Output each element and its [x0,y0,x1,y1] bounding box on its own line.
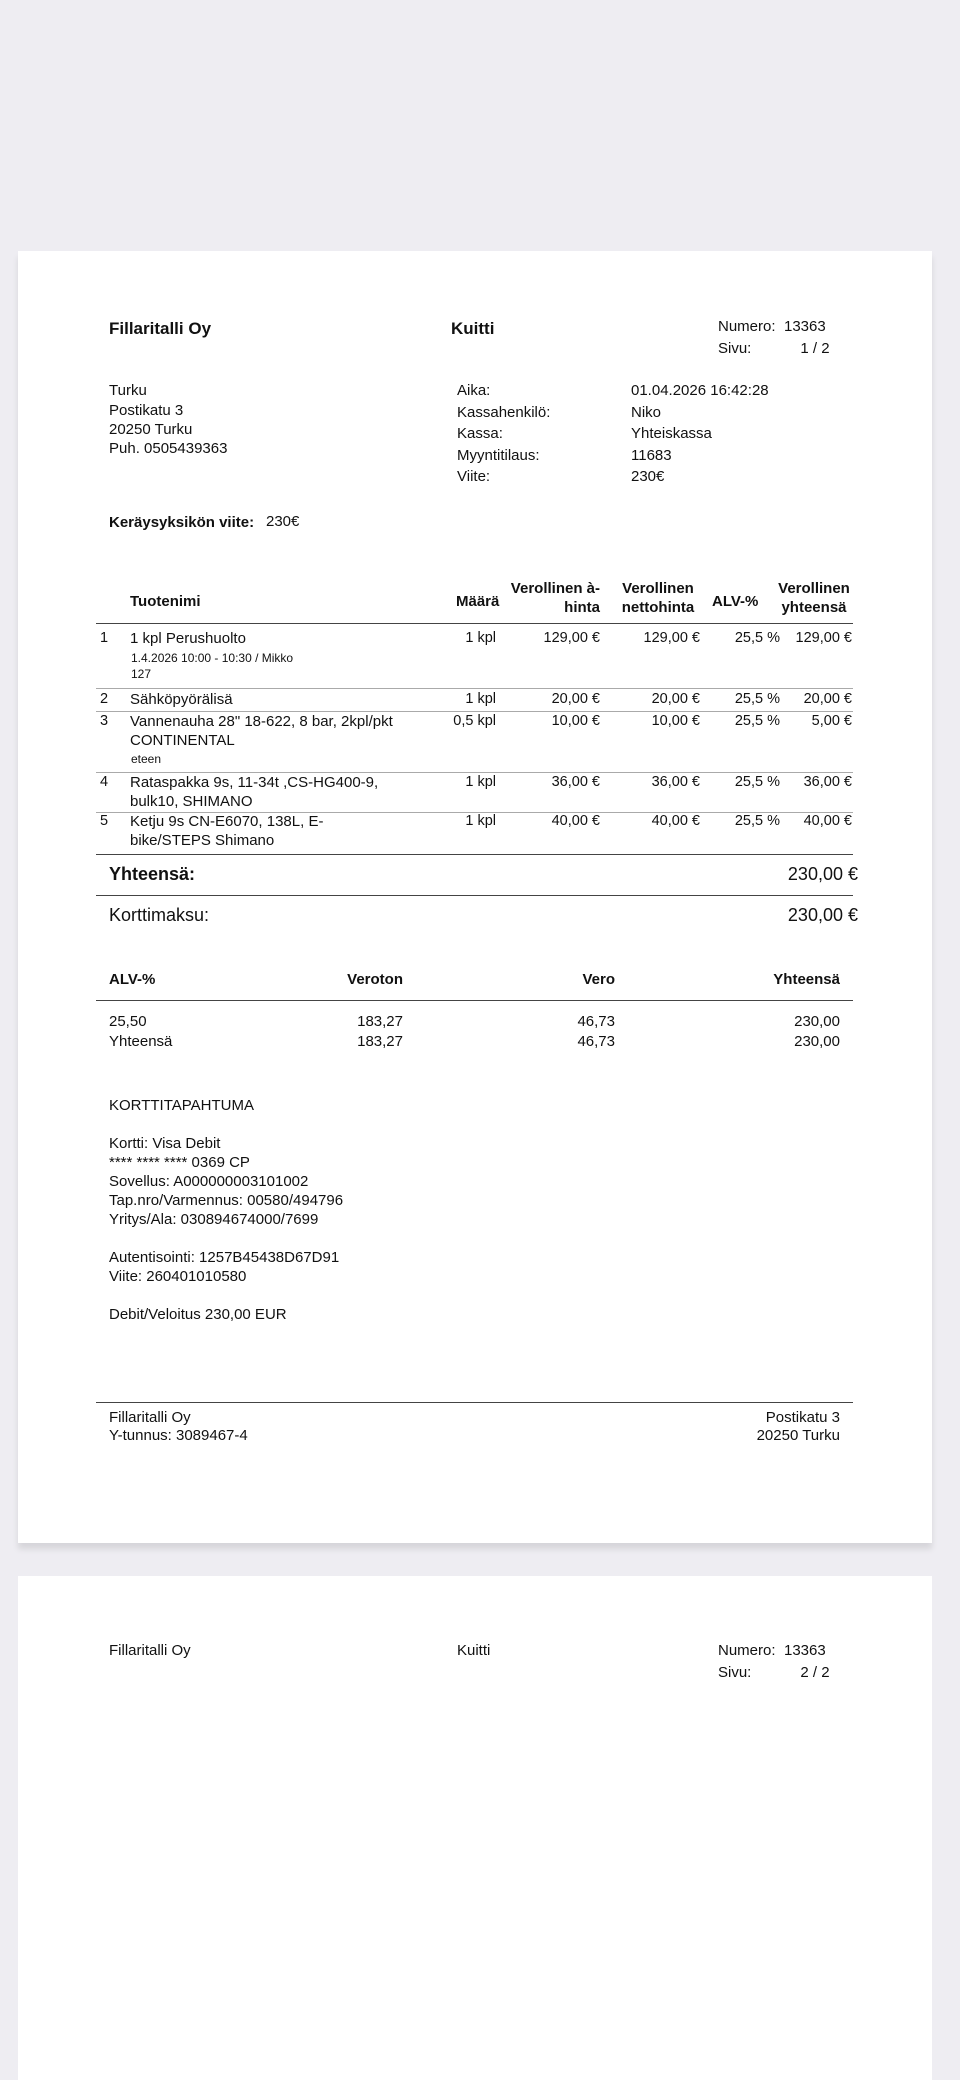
row-number: 4 [100,774,109,790]
vat-col-header: ALV-% [109,971,156,988]
sivu-label: Sivu: [718,1664,752,1681]
footer-street: Postikatu 3 [765,1409,840,1426]
receipt-page-2 [18,1576,932,2080]
item-qty: 1 kpl [465,630,496,646]
row-number: 1 [100,630,109,646]
footer-divider [96,1402,853,1403]
item-vat: 25,5 % [734,691,780,707]
row-number: 2 [100,691,109,707]
sivu-value: 1 / 2 [800,340,830,357]
card-tx-title: KORTTITAPAHTUMA [109,1097,255,1114]
item-detail: eteen [131,752,162,766]
item-qty: 1 kpl [465,691,496,707]
item-name: Rataspakka 9s, 11-34t ,CS-HG400-9, [130,774,379,791]
item-name: Sähköpyörälisä [130,691,233,708]
numero-label: Numero: [718,1642,776,1659]
item-vat: 25,5 % [734,630,780,646]
item-net-price: 10,00 € [651,713,700,729]
sivu-label: Sivu: [718,340,752,357]
footer-company: Fillaritalli Oy [109,1409,191,1426]
col-header-name: Tuotenimi [130,593,201,610]
item-total: 36,00 € [803,774,852,790]
item-total: 5,00 € [811,713,852,729]
item-name: Vannenauha 28" 18-622, 8 bar, 2kpl/pkt [130,713,393,730]
collection-ref-value: 230€ [266,513,300,530]
vat-total-col-header: Yhteensä [773,971,840,988]
item-vat: 25,5 % [734,774,780,790]
info-label: Viite: [457,468,491,485]
col-header-total: yhteensä [781,599,847,616]
info-label: Kassahenkilö: [457,404,551,421]
phone-line: Puh. 0505439363 [109,440,228,457]
item-unit-price: 40,00 € [551,813,600,829]
total-value: 230,00 € [787,864,858,884]
item-qty: 1 kpl [465,813,496,829]
item-name-cont: CONTINENTAL [130,732,235,749]
col-header-net-price: Verollinen [622,580,694,597]
total-label: Yhteensä: [109,864,196,884]
footer-business-id: Y-tunnus: 3089467-4 [109,1427,248,1444]
vat-net-col-header: Veroton [347,971,403,988]
numero-value: 13363 [784,1642,826,1659]
item-net-price: 20,00 € [651,691,700,707]
card-payment-value: 230,00 € [787,905,858,925]
item-unit-price: 129,00 € [543,630,600,646]
row-number: 3 [100,713,109,729]
items-end-divider [96,854,853,855]
numero-value: 13363 [784,318,826,335]
item-name: Ketju 9s CN-E6070, 138L, E- [130,813,324,830]
col-header-unit-price: hinta [564,599,600,616]
address-line: Turku [109,382,147,399]
vat-tax: 46,73 [577,1033,615,1050]
card-payment-label: Korttimaksu: [109,905,210,925]
card-application: Sovellus: A000000003101002 [109,1173,309,1190]
item-unit-price: 20,00 € [551,691,600,707]
item-net-price: 129,00 € [643,630,700,646]
info-value: 230€ [631,468,665,485]
table-header-divider [96,623,853,624]
sivu-value: 2 / 2 [800,1664,830,1681]
item-net-price: 36,00 € [651,774,700,790]
item-vat: 25,5 % [734,713,780,729]
item-name: 1 kpl Perushuolto [130,630,246,647]
col-header-net-price: nettohinta [621,599,695,616]
numero-label: Numero: [718,318,776,335]
company-name: Fillaritalli Oy [109,319,212,338]
vat-tax: 46,73 [577,1013,615,1030]
col-header-total: Verollinen [778,580,850,597]
row-divider [96,688,853,689]
col-header-unit-price: Verollinen à- [510,580,600,597]
info-label: Aika: [457,382,491,399]
info-value: Niko [631,404,662,421]
item-vat: 25,5 % [734,813,780,829]
info-value: 01.04.2026 16:42:28 [631,382,769,399]
item-net-price: 40,00 € [651,813,700,829]
item-total: 20,00 € [803,691,852,707]
company-name: Fillaritalli Oy [109,1642,191,1659]
vat-rate: Yhteensä [109,1033,173,1050]
card-debit-amount: Debit/Veloitus 230,00 EUR [109,1306,287,1323]
footer-city: 20250 Turku [756,1427,840,1444]
item-unit-price: 10,00 € [551,713,600,729]
document-title: Kuitti [451,319,495,338]
item-total: 40,00 € [803,813,852,829]
card-type: Kortti: Visa Debit [109,1135,221,1152]
vat-total: 230,00 [794,1013,840,1030]
row-divider [96,772,853,773]
col-header-vat: ALV-% [712,593,759,610]
item-unit-price: 36,00 € [551,774,600,790]
card-tx-number: Tap.nro/Varmennus: 00580/494796 [109,1192,344,1209]
document-title: Kuitti [457,1642,491,1659]
vat-total: 230,00 [794,1033,840,1050]
info-label: Kassa: [457,425,503,442]
row-number: 5 [100,813,109,829]
vat-tax-col-header: Vero [582,971,615,988]
total-divider [96,895,853,896]
item-qty: 0,5 kpl [453,713,496,729]
info-label: Myyntitilaus: [457,447,540,464]
row-divider [96,711,853,712]
info-value: Yhteiskassa [631,425,712,442]
info-value: 11683 [631,447,672,464]
card-auth: Autentisointi: 1257B45438D67D91 [109,1249,340,1266]
item-detail: 1.4.2026 10:00 - 10:30 / Mikko [131,651,294,665]
item-qty: 1 kpl [465,774,496,790]
card-merchant: Yritys/Ala: 030894674000/7699 [109,1211,319,1228]
vat-net: 183,27 [357,1013,403,1030]
item-name-cont: bulk10, SHIMANO [130,793,253,810]
collection-ref-label: Keräysyksikön viite: [109,514,255,531]
item-detail: 127 [131,667,152,681]
item-total: 129,00 € [795,630,852,646]
receipt-page-1 [18,251,932,1543]
vat-rate: 25,50 [109,1013,147,1030]
address-line: Postikatu 3 [109,402,184,419]
col-header-qty: Määrä [456,593,500,610]
address-line: 20250 Turku [109,421,193,438]
card-reference: Viite: 260401010580 [109,1268,247,1285]
item-name-cont: bike/STEPS Shimano [130,832,275,849]
vat-header-divider [96,1000,853,1001]
card-number: **** **** **** 0369 CP [109,1154,250,1171]
vat-net: 183,27 [357,1033,403,1050]
